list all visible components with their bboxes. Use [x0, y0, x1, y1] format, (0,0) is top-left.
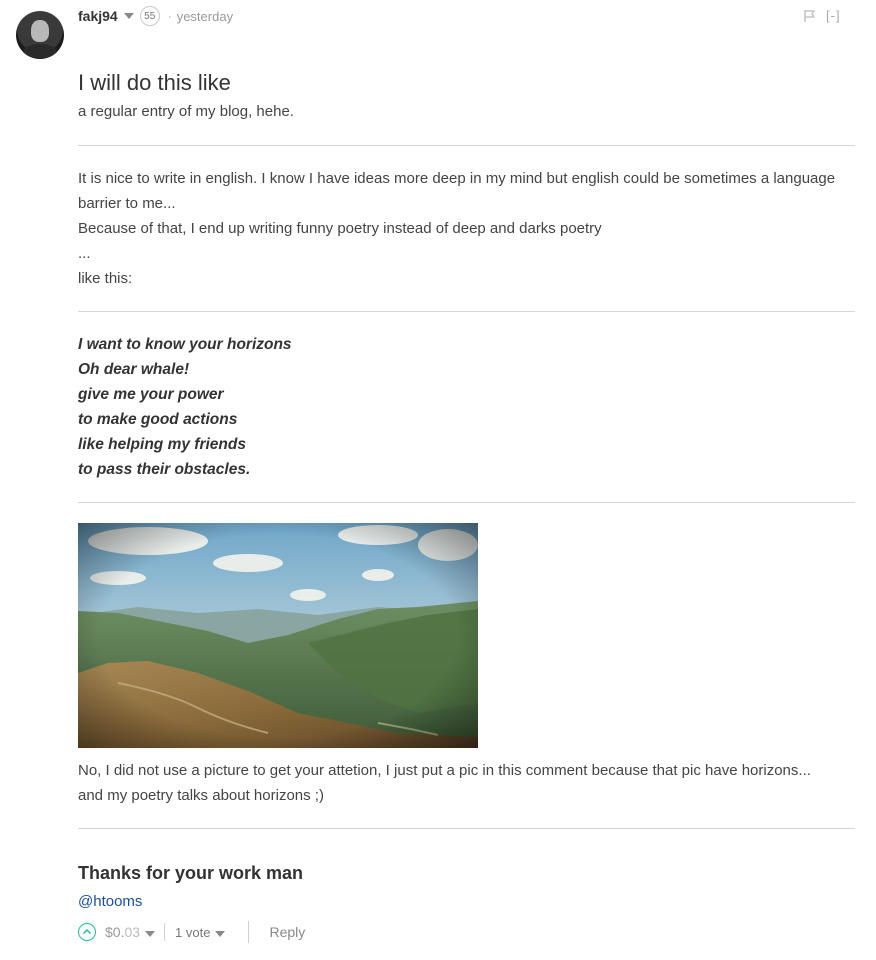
mountain-landscape-image[interactable] [78, 523, 478, 748]
intro-line: Because of that, I end up writing funny poetry instead of deep and darks poetry [78, 220, 602, 237]
upvote-icon[interactable] [78, 923, 96, 941]
thanks-heading: Thanks for your work man [78, 863, 304, 883]
divider [78, 311, 855, 312]
comment-header [78, 6, 233, 26]
divider [78, 145, 855, 146]
poem-line: like helping my friends [78, 436, 246, 453]
payout-cents: 03 [124, 924, 141, 940]
intro-paragraph [78, 166, 855, 291]
payout-main: $0. [105, 924, 125, 940]
payout-amount[interactable] [105, 924, 155, 940]
poem-line: to make good actions [78, 411, 238, 428]
comment-title: I will do this like [78, 70, 231, 95]
comment-body [78, 68, 855, 943]
intro-line: It is nice to write in english. I know I have ideas more deep in my mind but english could be sometimes a language [78, 170, 836, 187]
intro-line: barrier to me... [78, 195, 176, 212]
intro-line: like this: [78, 270, 133, 287]
vote-count-label: 1 vote [175, 924, 211, 940]
reputation-badge: 55 [140, 6, 160, 26]
author-name[interactable]: fakj94 [78, 8, 118, 24]
poem-block [78, 332, 855, 482]
poem-line: to pass their obstacles. [78, 461, 251, 478]
payout-caret-icon[interactable] [145, 931, 155, 937]
poem-line: Oh dear whale! [78, 361, 190, 378]
reply-button[interactable]: Reply [269, 924, 306, 940]
outro-line: and my poetry talks about horizons ;) [78, 787, 324, 804]
comment-timestamp[interactable]: yesterday [176, 8, 234, 24]
avatar-face [31, 20, 49, 42]
user-mention-link[interactable]: @htooms [78, 893, 143, 910]
author-avatar[interactable] [16, 11, 64, 59]
poem-line: I want to know your horizons [78, 336, 292, 353]
comment-subtitle: a regular entry of my blog, hehe. [78, 103, 294, 120]
collapse-toggle[interactable]: [-] [826, 8, 841, 23]
author-menu-caret-icon[interactable] [124, 13, 134, 19]
intro-line: ... [78, 245, 91, 262]
comment-footer [78, 921, 855, 943]
outro-line: No, I did not use a picture to get your attetion, I just put a pic in this comment because that pic have horizons... [78, 762, 811, 779]
avatar-shoulders [22, 44, 58, 59]
poem-line: give me your power [78, 386, 224, 403]
voters-caret-icon[interactable] [215, 931, 225, 937]
outro-paragraph [78, 758, 855, 808]
footer-separator [164, 923, 165, 941]
divider [78, 828, 855, 829]
vote-count[interactable] [175, 925, 225, 940]
flag-icon[interactable] [803, 9, 817, 23]
meta-separator: · [167, 9, 172, 23]
footer-separator [248, 921, 249, 943]
divider [78, 502, 855, 503]
